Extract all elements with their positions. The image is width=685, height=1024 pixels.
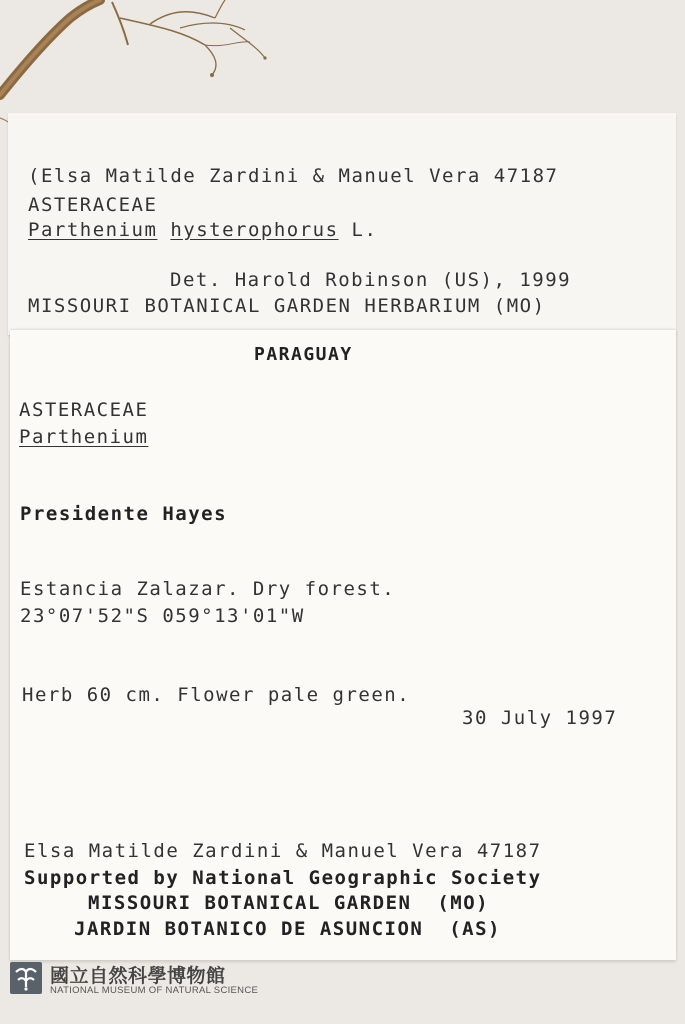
- museum-name-zh: 國立自然科學博物館: [50, 965, 226, 987]
- annotation-label: [8, 113, 676, 335]
- annotation-collector: (Elsa Matilde Zardini & Manuel Vera 47187: [28, 165, 559, 187]
- collection-institution-2: JARDIN BOTANICO DE ASUNCION (AS): [74, 918, 501, 940]
- collection-collectors: Elsa Matilde Zardini & Manuel Vera 47187: [24, 840, 542, 862]
- annotation-herbarium: MISSOURI BOTANICAL GARDEN HERBARIUM (MO): [28, 295, 546, 317]
- collection-genus: Parthenium: [19, 426, 149, 448]
- collection-description: Herb 60 cm. Flower pale green.: [22, 684, 411, 706]
- collection-locality: Estancia Zalazar. Dry forest.: [20, 578, 396, 600]
- collection-institution-1: MISSOURI BOTANICAL GARDEN (MO): [88, 892, 490, 914]
- collection-support: Supported by National Geographic Society: [24, 867, 542, 889]
- annotation-family: ASTERACEAE: [28, 194, 158, 216]
- annotation-taxon: [28, 219, 377, 241]
- collection-country: PARAGUAY: [254, 344, 353, 365]
- annotation-determination: Det. Harold Robinson (US), 1999: [170, 269, 572, 291]
- museum-logo-icon: [10, 962, 42, 994]
- museum-name-en: NATIONAL MUSEUM OF NATURAL SCIENCE: [50, 985, 259, 996]
- collection-coordinates: 23°07'52"S 059°13'01"W: [20, 605, 305, 627]
- collection-date: 30 July 1997: [462, 707, 618, 729]
- annotation-species: hysterophorus: [170, 219, 339, 241]
- museum-footer: [10, 962, 310, 1002]
- plant-specimen: [0, 0, 300, 130]
- collection-label: [10, 330, 676, 960]
- annotation-genus: Parthenium: [28, 219, 158, 241]
- collection-family: ASTERACEAE: [19, 399, 149, 421]
- collection-department: Presidente Hayes: [20, 503, 228, 525]
- annotation-author: L.: [351, 219, 378, 241]
